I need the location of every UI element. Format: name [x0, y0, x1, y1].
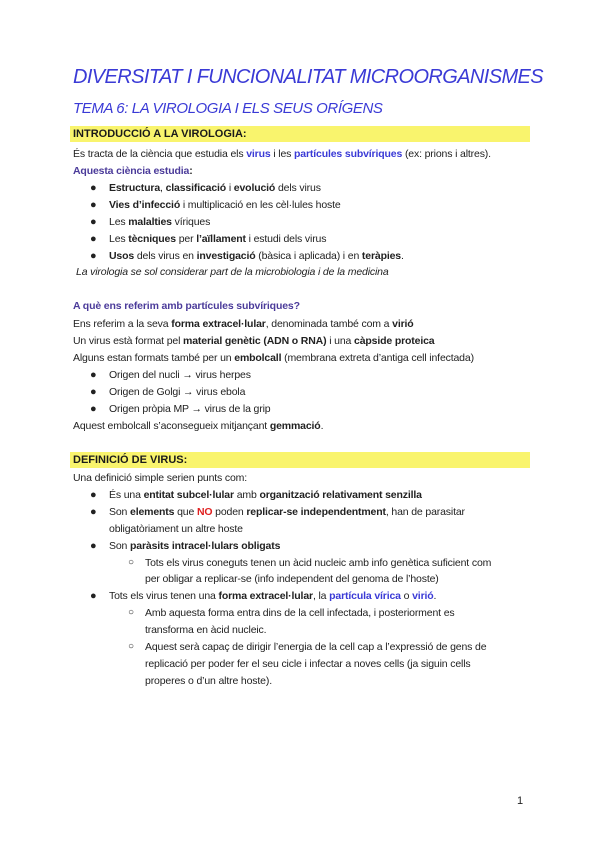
paragraph-line: Alguns estan formats també per un embolcall (membrana extreta d’antiga cell infectada): [73, 352, 474, 364]
studies-label: Aquesta ciència estudia:: [73, 165, 193, 177]
bullet-icon: ●: [90, 199, 97, 211]
bullet-icon: ●: [90, 386, 97, 398]
list-item: Origen del nucli → virus herpes: [109, 369, 251, 381]
list-item: Les tècniques per l’aïllament i estudi dels virus: [109, 233, 327, 245]
bullet-icon: ●: [90, 489, 97, 501]
bullet-icon: ●: [90, 506, 97, 518]
bullet-icon: ●: [90, 233, 97, 245]
section-heading-definition: DEFINICIÓ DE VIRUS:: [70, 452, 530, 468]
bullet-icon: ●: [90, 369, 97, 381]
list-item: Les malalties víriques: [109, 216, 211, 228]
list-item: Tots els virus tenen una forma extracel·lular, la partícula vírica o virió.: [109, 590, 437, 602]
circle-bullet-icon: ○: [128, 607, 135, 618]
list-item: Origen pròpia MP → virus de la grip: [109, 403, 271, 415]
sub-list-item-continuation: replicació per poder fer el seu cicle i infectar a noves cells (ja siguin cells: [145, 658, 471, 670]
section-heading-subviral: A què ens referim amb partícules subvíriques?: [73, 300, 300, 312]
paragraph-line: Un virus està format pel material genètic (ADN o RNA) i una càpside proteica: [73, 335, 435, 347]
list-item: Usos dels virus en investigació (bàsica i aplicada) i en teràpies.: [109, 250, 404, 262]
sub-list-item: Tots els virus coneguts tenen un àcid nucleic amb info genètica suficient com: [145, 557, 492, 569]
list-item: És una entitat subcel·lular amb organització relativament senzilla: [109, 489, 422, 501]
bullet-icon: ●: [90, 182, 97, 194]
list-item: Vies d’infecció i multiplicació en les cèl·lules hoste: [109, 199, 341, 211]
bullet-icon: ●: [90, 403, 97, 415]
virology-note: La virologia se sol considerar part de la microbiologia i de la medicina: [76, 266, 389, 278]
circle-bullet-icon: ○: [128, 557, 135, 568]
bullet-icon: ●: [90, 590, 97, 602]
sub-list-item-continuation: properes o d’un altre hoste).: [145, 675, 272, 687]
list-item: Estructura, classificació i evolució dels virus: [109, 182, 321, 194]
definition-intro: Una definició simple serien punts com:: [73, 472, 248, 484]
intro-text: És tracta de la ciència que estudia els virus i les partícules subvíriques (ex: prions i altres).: [73, 148, 491, 160]
document-title: DIVERSITAT I FUNCIONALITAT MICROORGANISMES: [73, 66, 544, 88]
topic-subtitle: TEMA 6: LA VIROLOGIA I ELS SEUS ORÍGENS: [73, 100, 383, 117]
bullet-icon: ●: [90, 540, 97, 552]
sub-list-item: Aquest serà capaç de dirigir l’energia de la cell cap a l’expressió de gens de: [145, 641, 487, 653]
list-item: Son paràsits intracel·lulars obligats: [109, 540, 281, 552]
sub-list-item: Amb aquesta forma entra dins de la cell infectada, i posteriorment es: [145, 607, 455, 619]
list-item: Origen de Golgi → virus ebola: [109, 386, 246, 398]
sub-list-item-continuation: per obligar a replicar-se (info independent del genoma de l’hoste): [145, 573, 439, 585]
section-heading-intro: INTRODUCCIÓ A LA VIROLOGIA:: [70, 126, 530, 142]
list-item: Son elements que NO poden replicar-se independentment, han de parasitar: [109, 506, 465, 518]
bullet-icon: ●: [90, 216, 97, 228]
page-number: 1: [517, 795, 524, 807]
circle-bullet-icon: ○: [128, 641, 135, 652]
paragraph-line: Ens referim a la seva forma extracel·lular, denominada també com a virió: [73, 318, 414, 330]
bullet-icon: ●: [90, 250, 97, 262]
paragraph-line: Aquest embolcall s’aconsegueix mitjançant gemmació.: [73, 420, 324, 432]
list-item-continuation: obligatòriament un altre hoste: [109, 523, 243, 535]
sub-list-item-continuation: transforma en àcid nucleic.: [145, 624, 267, 636]
